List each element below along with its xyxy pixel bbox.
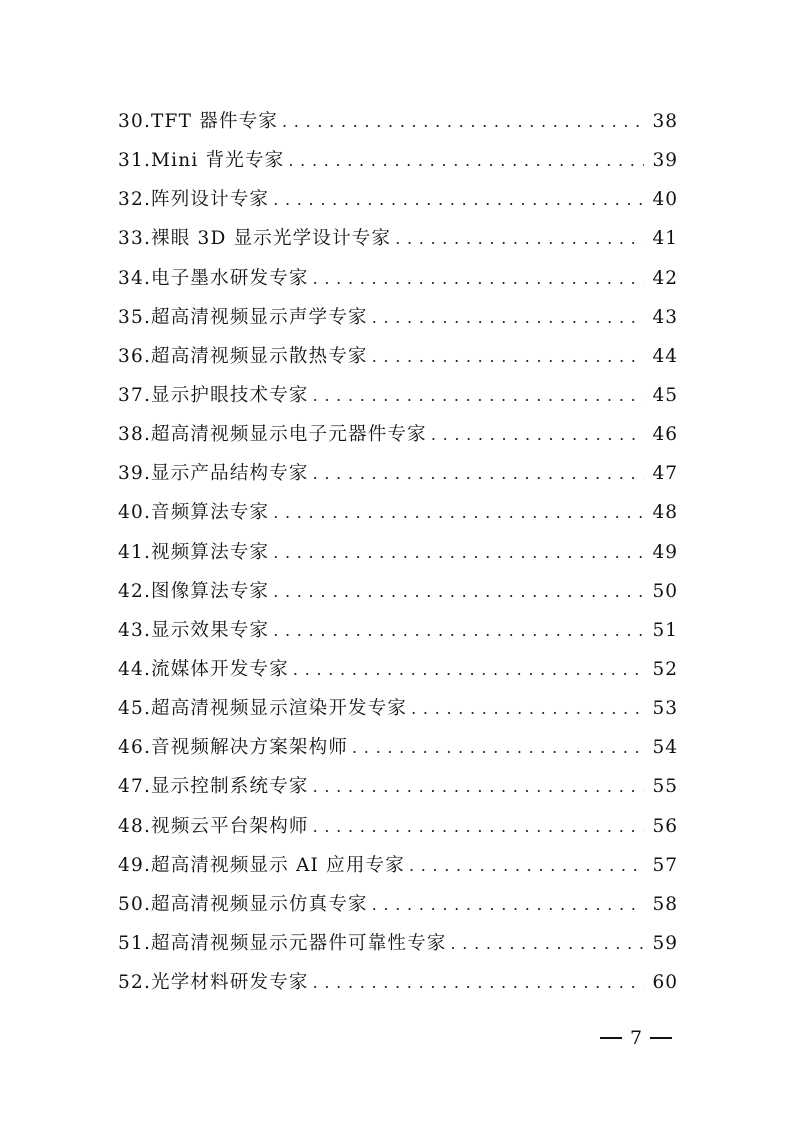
toc-dot-leader: [372, 298, 644, 337]
toc-dot-leader: [352, 728, 644, 767]
toc-dot-leader: [273, 533, 644, 572]
toc-entry-page: 52: [652, 658, 678, 680]
toc-entry-title: 51.超高清视频显示元器件可靠性专家: [118, 932, 447, 954]
toc-entry-page: 60: [652, 972, 678, 994]
toc-entry-page: 57: [652, 854, 678, 876]
toc-dot-leader: [372, 337, 644, 376]
toc-entry-page: 44: [652, 345, 678, 367]
toc-dot-leader: [313, 454, 644, 493]
toc-entry-title: 37.显示护眼技术专家: [118, 384, 309, 406]
toc-entry-title: 35.超高清视频显示声学专家: [118, 306, 368, 328]
toc-entry[interactable]: [118, 885, 678, 924]
toc-entry-title: 32.阵列设计专家: [118, 189, 270, 211]
toc-entry[interactable]: [118, 337, 678, 376]
toc-entry-title: 44.流媒体开发专家: [118, 658, 289, 680]
right-dash: [650, 1037, 672, 1039]
toc-entry[interactable]: [118, 924, 678, 963]
toc-dot-leader: [409, 846, 644, 885]
toc-entry-title: 40.音频算法专家: [118, 502, 270, 524]
toc-entry-title: 52.光学材料研发专家: [118, 972, 309, 994]
toc-entry[interactable]: [118, 415, 678, 454]
toc-entry[interactable]: [118, 219, 678, 258]
toc-entry-page: 41: [652, 228, 678, 250]
toc-entry-title: 31.Mini 背光专家: [118, 150, 285, 172]
toc-entry-title: 38.超高清视频显示电子元器件专家: [118, 424, 427, 446]
toc-entry[interactable]: [118, 259, 678, 298]
toc-entry-title: 48.视频云平台架构师: [118, 815, 309, 837]
toc-entry[interactable]: [118, 454, 678, 493]
toc-entry-title: 41.视频算法专家: [118, 541, 270, 563]
toc-entry-page: 40: [652, 189, 678, 211]
toc-entry[interactable]: [118, 728, 678, 767]
toc-dot-leader: [288, 141, 644, 180]
toc-entry-page: 55: [652, 776, 678, 798]
toc-entry-page: 49: [652, 541, 678, 563]
toc-entry-page: 58: [652, 893, 678, 915]
toc-entry[interactable]: [118, 533, 678, 572]
toc-dot-leader: [431, 415, 644, 454]
toc-dot-leader: [313, 376, 644, 415]
toc-dot-leader: [273, 493, 644, 532]
table-of-contents: [118, 102, 678, 1002]
toc-entry-page: 51: [652, 619, 678, 641]
toc-entry-title: 30.TFT 器件专家: [118, 111, 279, 132]
toc-entry-page: 54: [652, 737, 678, 759]
toc-entry[interactable]: [118, 650, 678, 689]
toc-entry[interactable]: [118, 611, 678, 650]
toc-dot-leader: [313, 807, 644, 846]
toc-entry-title: 43.显示效果专家: [118, 619, 270, 641]
toc-entry-title: 34.电子墨水研发专家: [118, 267, 309, 289]
toc-entry[interactable]: [118, 767, 678, 806]
toc-entry-title: 49.超高清视频显示 AI 应用专家: [118, 854, 405, 876]
toc-entry-page: 43: [652, 306, 678, 328]
toc-dot-leader: [313, 963, 644, 1002]
toc-dot-leader: [273, 611, 644, 650]
toc-dot-leader: [313, 767, 644, 806]
toc-entry[interactable]: [118, 807, 678, 846]
toc-dot-leader: [273, 572, 644, 611]
toc-entry-title: 45.超高清视频显示渲染开发专家: [118, 698, 408, 720]
toc-entry-page: 46: [652, 424, 678, 446]
toc-dot-leader: [372, 885, 644, 924]
toc-dot-leader: [313, 259, 644, 298]
toc-entry-page: 59: [652, 932, 678, 954]
toc-entry-title: 42.图像算法专家: [118, 580, 270, 602]
toc-entry[interactable]: [118, 572, 678, 611]
toc-entry-page: 47: [652, 463, 678, 485]
toc-entry[interactable]: [118, 102, 678, 141]
toc-entry[interactable]: [118, 846, 678, 885]
toc-entry-page: 45: [652, 384, 678, 406]
page-number: 7: [630, 1027, 643, 1049]
toc-entry-page: 42: [652, 267, 678, 289]
page-number-footer: [600, 1024, 690, 1052]
left-dash: [600, 1037, 622, 1039]
toc-entry[interactable]: [118, 493, 678, 532]
toc-entry[interactable]: [118, 376, 678, 415]
toc-dot-leader: [273, 180, 644, 219]
toc-entry-title: 33.裸眼 3D 显示光学设计专家: [118, 228, 392, 250]
toc-entry-page: 48: [652, 502, 678, 524]
toc-entry[interactable]: [118, 963, 678, 1002]
toc-entry[interactable]: [118, 689, 678, 728]
toc-dot-leader: [411, 689, 644, 728]
toc-dot-leader: [282, 102, 644, 141]
toc-entry-title: 46.音视频解决方案架构师: [118, 737, 349, 759]
toc-entry-page: 39: [652, 150, 678, 172]
toc-entry-title: 47.显示控制系统专家: [118, 776, 309, 798]
toc-entry-title: 50.超高清视频显示仿真专家: [118, 893, 368, 915]
toc-entry-page: 56: [652, 815, 678, 837]
toc-entry-page: 53: [652, 698, 678, 720]
toc-entry[interactable]: [118, 298, 678, 337]
toc-entry-page: 38: [652, 111, 678, 132]
toc-dot-leader: [293, 650, 644, 689]
toc-dot-leader: [451, 924, 644, 963]
toc-dot-leader: [395, 219, 644, 258]
toc-entry[interactable]: [118, 141, 678, 180]
toc-entry[interactable]: [118, 180, 678, 219]
toc-entry-title: 36.超高清视频显示散热专家: [118, 345, 368, 367]
toc-entry-page: 50: [652, 580, 678, 602]
toc-entry-title: 39.显示产品结构专家: [118, 463, 309, 485]
